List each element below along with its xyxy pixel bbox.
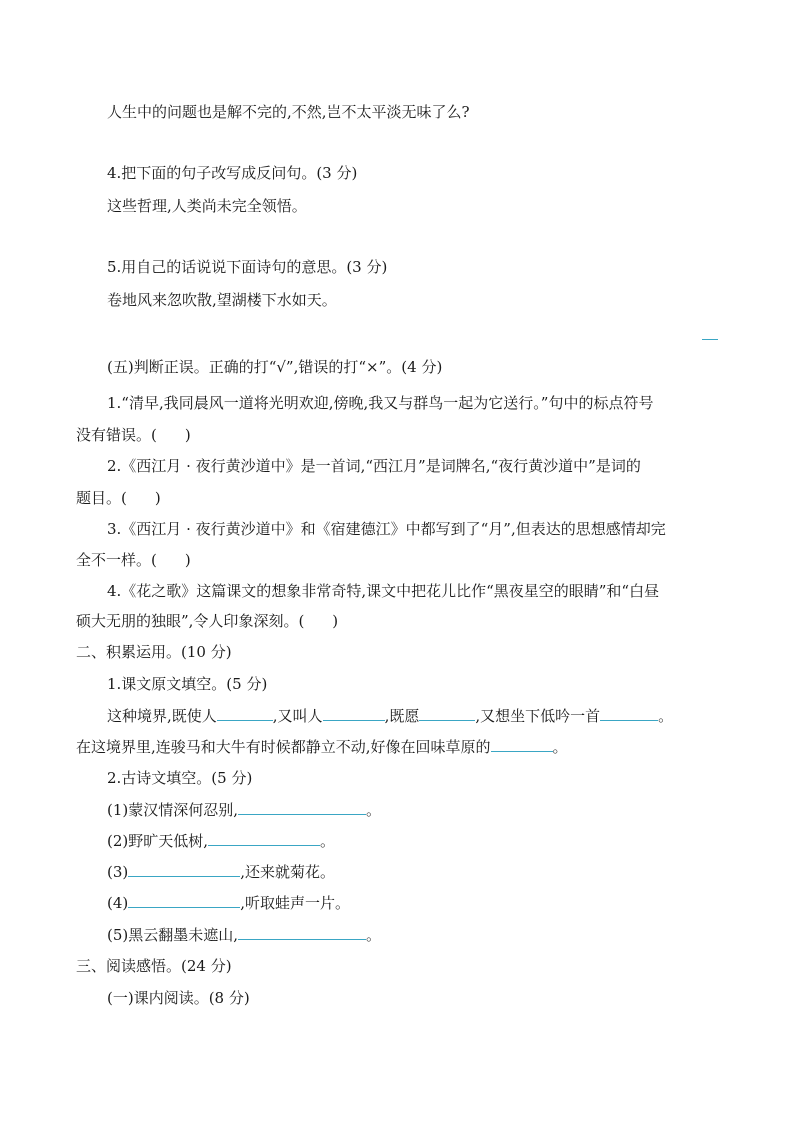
poem-fill-4: (4) ,听取蛙声一片。: [107, 894, 351, 912]
section-heading: 三、阅读感悟。(24 分): [76, 957, 232, 975]
fill-blank[interactable]: [208, 831, 320, 846]
judge-item-2-cont: 题目。( ): [76, 489, 161, 507]
poem-fill-1: (1)蒙汉情深何忍别, 。: [107, 801, 382, 819]
question-4: 4.把下面的句子改写成反问句。(3 分): [107, 164, 358, 182]
judge-item-1-cont: 没有错误。( ): [76, 426, 191, 444]
poem-line: 卷地风来忽吹散,望湖楼下水如天。: [107, 291, 337, 309]
judge-item-4-cont: 硕大无朋的独眼”,令人印象深刻。( ): [76, 612, 339, 630]
section-heading: 二、积累运用。(10 分): [76, 643, 232, 661]
fill-blank[interactable]: [217, 706, 273, 721]
judge-item-1: 1.“清早,我同晨风一道将光明欢迎,傍晚,我又与群鸟一起为它送行。”句中的标点符号: [107, 394, 654, 412]
judge-item-2: 2.《西江月 · 夜行黄沙道中》是一首词,“西江月”是词牌名,“夜行黄沙道中”是词的: [107, 457, 641, 475]
fill-blank[interactable]: [323, 706, 385, 721]
question-heading: 2.古诗文填空。(5 分): [107, 769, 253, 787]
subsection-heading: (一)课内阅读。(8 分): [107, 989, 250, 1007]
fill-blank[interactable]: [419, 706, 475, 721]
fill-blank[interactable]: [238, 925, 366, 940]
section-heading: (五)判断正误。正确的打“√”,错误的打“×”。(4 分): [107, 358, 443, 376]
judge-item-4: 4.《花之歌》这篇课文的想象非常奇特,课文中把花儿比作“黑夜星空的眼睛”和“白昼: [107, 582, 660, 600]
poem-fill-5: (5)黑云翻墨未遮山, 。: [107, 926, 382, 944]
poem-fill-3: (3) ,还来就菊花。: [107, 863, 336, 881]
judge-item-3-cont: 全不一样。( ): [76, 551, 191, 569]
fill-line: 这种境界,既使人 ,又叫人 ,既愿 ,又想坐下低吟一首 。: [107, 707, 674, 725]
fill-line: 在这境界里,连骏马和大牛有时候都静立不动,好像在回味草原的 。: [76, 738, 568, 756]
text-line: 人生中的问题也是解不完的,不然,岂不太平淡无味了么?: [107, 103, 470, 121]
text-line: 这些哲理,人类尚未完全领悟。: [107, 197, 307, 215]
poem-fill-2: (2)野旷天低树, 。: [107, 832, 336, 850]
fill-blank[interactable]: [491, 737, 553, 752]
fill-blank[interactable]: [128, 893, 240, 908]
judge-item-3: 3.《西江月 · 夜行黄沙道中》和《宿建德江》中都写到了“月”,但表达的思想感情却完: [107, 520, 666, 538]
question-5: 5.用自己的话说说下面诗句的意思。(3 分): [107, 258, 388, 276]
fill-blank[interactable]: [600, 706, 658, 721]
fill-blank[interactable]: [128, 862, 240, 877]
fill-blank[interactable]: [238, 800, 366, 815]
divider-mark: [702, 339, 718, 340]
question-heading: 1.课文原文填空。(5 分): [107, 675, 268, 693]
